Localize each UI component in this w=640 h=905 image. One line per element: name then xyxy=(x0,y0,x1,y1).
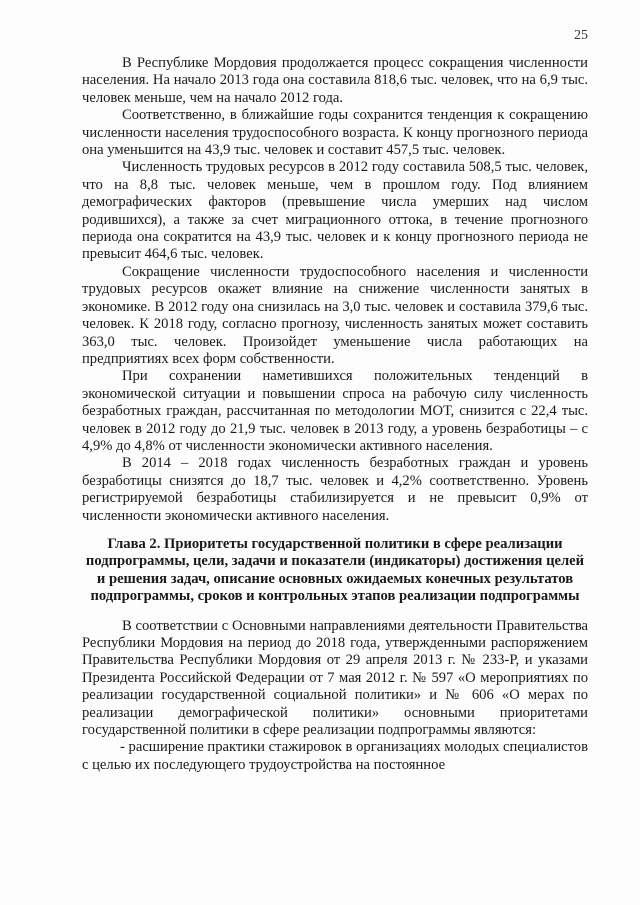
paragraph-priorities: В соответствии с Основными направлениями деятельности Правительства Республики Мордовия на период до 2018 года, утвержденными распоряжением Правительства Республики Мордовия от 29 апреля 2013 г. № 233-Р, и указами Президента Российской Федерации от 7 мая 2012 г. № 597 «О мероприятиях по реализации государственной социальной политики» и № 606 «О мерах по реализации демографической политики» основными приоритетами государственной политики в сфере реализации подпрограммы являются: xyxy=(82,617,588,739)
chapter-heading: Глава 2. Приоритеты государственной политики в сфере реализации подпрограммы, цели, задачи и показатели (индикаторы) достижения целей и решения задач, описание основных ожидаемых конечных результатов подпрограммы, сроков и контрольных этапов реализации подпрограммы xyxy=(85,535,585,605)
paragraph-unemployment-ilo: При сохранении наметившихся положительных тенденций в экономической ситуации и повышении спроса на рабочую силу численность безработных граждан, рассчитанная по методологии МОТ, снизится с 22,4 тыс. человек в 2012 году до 21,9 тыс. человек в 2013 году, а уровень безработицы – с 4,9% до 4,8% от численности экономически активного населения. xyxy=(82,368,588,454)
list-item-internships: - расширение практики стажировок в организациях молодых специалистов с целью их последующего трудоустройства на постоянное xyxy=(82,739,588,773)
paragraph-labor-resources: Численность трудовых ресурсов в 2012 году составила 508,5 тыс. человек, что на 8,8 тыс. человек меньше, чем в прошлом году. Под влиянием демографических факторов (превышение числа умерших над числом родившихся), а также за счет миграционного оттока, в течение прогнозного периода она сократится на 43,9 тыс. человек и к концу прогнозного периода не превысит 464,6 тыс. человек. xyxy=(82,159,588,263)
paragraph-employment: Сокращение численности трудоспособного населения и численности трудовых ресурсов окажет влияние на снижение численности занятых в экономике. В 2012 году она снизилась на 3,0 тыс. человек и составила 379,6 тыс. человек. К 2018 году, согласно прогнозу, численность занятых может составить 363,0 тыс. человек. Произойдет уменьшение числа работающих на предприятиях всех форм собственности. xyxy=(82,263,588,367)
document-body xyxy=(82,55,588,774)
paragraph-unemployment-forecast: В 2014 – 2018 годах численность безработных граждан и уровень безработицы снизятся до 18,7 тыс. человек и 4,2% соответственно. Уровень регистрируемой безработицы стабилизируется и не превысит 0,9% от численности экономически активного населения. xyxy=(82,455,588,524)
paragraph-working-age: Соответственно, в ближайшие годы сохранится тенденция к сокращению численности населения трудоспособного возраста. К концу прогнозного периода она уменьшится на 43,9 тыс. человек и составит 457,5 тыс. человек. xyxy=(82,107,588,159)
paragraph-population: В Республике Мордовия продолжается процесс сокращения численности населения. На начало 2013 года она составила 818,6 тыс. человек, что на 6,9 тыс. человек меньше, чем на начало 2012 года. xyxy=(82,55,588,106)
page-number: 25 xyxy=(574,28,588,43)
